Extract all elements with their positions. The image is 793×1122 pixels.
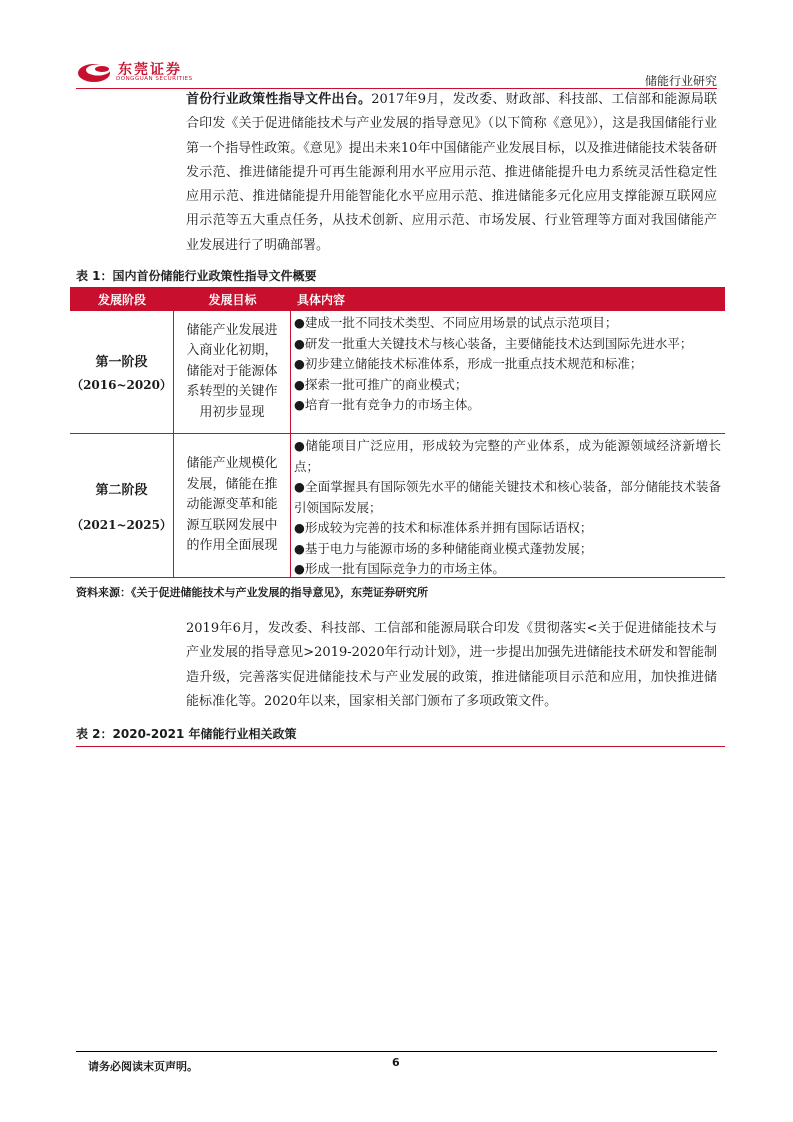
policy-paragraph [186,617,717,714]
footer-divider [76,1051,717,1052]
list-item: ●基于电力与能源市场的多种储能商业模式蓬勃发展； [294,540,593,556]
content-cell [291,311,725,433]
logo-mark-icon [76,56,116,86]
intro-text: 2017年9月，发改委、财政部、科技部、工信部和能源局联合印发《关于促进储能技术与产业发展的指导意见》（以下简称《意见》），这是我国储能行业第一个指导性政策。《意见》提出未来10年中国储能产业发展目标，以及推进储能技术装备研发示范、推进储能提升可再生能源利用水平应用示范、推进储能提升电力系统灵活性稳定性应用示范、推进储能提升用能智能化水平应用示范、推进储能多元化应用支撑能源互联网应用示范等五大重点任务，从技术创新、应用示范、市场发展、行业管理等方面对我国储能产业发展进行了明确部署。 [186,92,717,253]
list-item: ●储能项目广泛应用，形成较为完整的产业体系，成为能源领域经济新增长点； [294,438,721,474]
table-row [70,433,725,577]
table2-caption: 表 2：2020-2021 年储能行业相关政策 [76,727,297,741]
goal-cell: 储能产业发展进入商业化初期，储能对于能源体系转型的关键作用初步显现 [174,311,291,433]
list-item: ●全面掌握具有国际领先水平的储能关键技术和核心装备，部分储能技术装备引领国际发展； [294,479,721,515]
logo-brand-en: DONGGUAN SECURITIES [116,76,193,82]
table1-header-row [70,288,725,310]
list-item: ●初步建立储能技术标准体系，形成一批重点技术规范和标准； [294,356,643,371]
stage-years: （2016~2020） [71,378,172,392]
intro-paragraph [186,88,717,258]
table-row [70,310,725,433]
header-goal: 发展目标 [208,292,257,307]
footer-disclaimer: 请务必阅读末页声明。 [88,1060,198,1073]
list-item: ●形成一批有国际竞争力的市场主体。 [294,561,505,576]
goal-cell: 储能产业规模化发展，储能在推动能源变革和能源互联网发展中的作用全面展现 [174,434,291,577]
stage-name: 第一阶段 [95,355,148,370]
stage-cell [70,434,174,577]
list-item: ●研发一批重大关键技术与核心装备，主要储能技术达到国际先进水平； [294,335,693,351]
page-number: 6 [392,1056,400,1069]
stage-name: 第二阶段 [95,482,148,498]
header-stage: 发展阶段 [97,292,146,307]
list-item: ●形成较为完善的技术和标准体系并拥有国际话语权； [294,520,593,535]
policy-text: 2019年6月，发改委、科技部、工信部和能源局联合印发《贯彻落实<关于促进储能技术与产业发展的指导意见>2019-2020年行动计划》，进一步提出加强先进储能技术研发和智能制造升级，完善落实促进储能技术与产业发展的政策，推进储能项目示范和应用，加快推进储能标准化等。2020年以来，国家相关部门颁布了多项政策文件。 [186,621,717,709]
header-content: 具体内容 [297,292,346,307]
logo-brand-cn: 东莞证券 [118,62,182,78]
company-logo [76,56,236,88]
intro-lead: 首份行业政策性指导文件出台。 [186,92,372,107]
stage-years: （2021~2025） [71,517,172,532]
list-item: ●探索一批可推广的商业模式； [294,376,468,392]
list-item: ●建成一批不同技术类型、不同应用场景的试点示范项目； [294,315,618,330]
table1 [70,287,725,578]
table2-caption-rule [76,746,725,747]
content-cell [291,434,725,577]
table1-caption: 表 1：国内首份储能行业政策性指导文件概要 [76,269,317,283]
stage-cell [70,311,174,433]
report-type: 储能行业研究 [644,74,717,88]
table1-source: 资料来源：《关于促进储能技术与产业发展的指导意见》，东莞证券研究所 [76,586,428,599]
list-item: ●培育一批有竞争力的市场主体。 [294,397,480,412]
